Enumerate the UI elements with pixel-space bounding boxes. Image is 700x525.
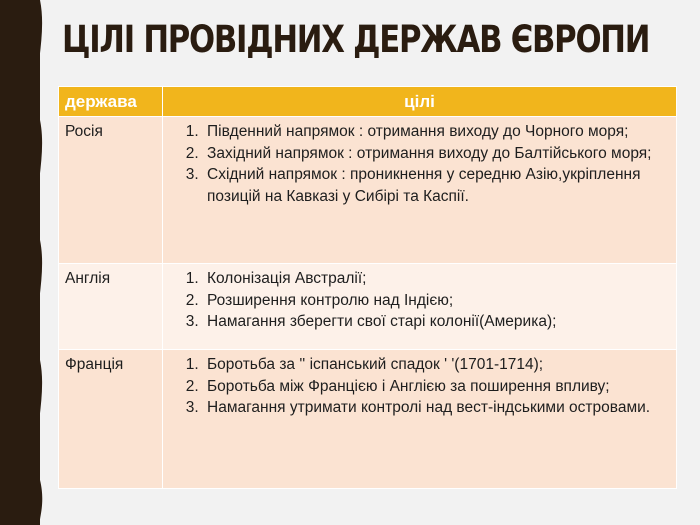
decorative-wave bbox=[28, 0, 50, 525]
goal-item: 2. Західний напрямок : отримання виходу до Балтійського моря; bbox=[203, 143, 670, 165]
goal-item: 1. Колонізація Австралії; bbox=[203, 268, 670, 290]
page-title: ЦІЛІ ПРОВІДНИХ ДЕРЖАВ ЄВРОПИ bbox=[62, 18, 650, 61]
table-header-row bbox=[59, 87, 677, 117]
goal-item: 1. Боротьба за '' іспанський спадок ' '(1701-1714); bbox=[203, 354, 670, 376]
table-row bbox=[59, 264, 677, 350]
table-row bbox=[59, 117, 677, 264]
goal-item: 2. Розширення контролю над Індією; bbox=[203, 290, 670, 312]
goal-item: 3. Намагання зберегти свої старі колонії(Америка); bbox=[203, 311, 670, 333]
goal-item: 2. Боротьба між Францією і Англією за поширення впливу; bbox=[203, 376, 670, 398]
goals-cell bbox=[163, 350, 677, 489]
goal-list bbox=[169, 354, 670, 419]
goals-cell bbox=[163, 117, 677, 264]
goal-list bbox=[169, 121, 670, 207]
country-cell: Франція bbox=[59, 350, 163, 489]
header-goals: цілі bbox=[163, 87, 677, 117]
country-cell: Англія bbox=[59, 264, 163, 350]
table-row bbox=[59, 350, 677, 489]
goal-list bbox=[169, 268, 670, 333]
country-cell: Росія bbox=[59, 117, 163, 264]
header-country: держава bbox=[59, 87, 163, 117]
goal-item: 1. Південний напрямок : отримання виходу до Чорного моря; bbox=[203, 121, 670, 143]
goal-item: 3. Намагання утримати контролі над вест-індськими островами. bbox=[203, 397, 670, 419]
goals-table bbox=[58, 86, 677, 489]
goals-cell bbox=[163, 264, 677, 350]
goal-item: 3. Східний напрямок : проникнення у середню Азію,укріплення позицій на Кавказі у Сибірі та Каспії. bbox=[203, 164, 670, 207]
